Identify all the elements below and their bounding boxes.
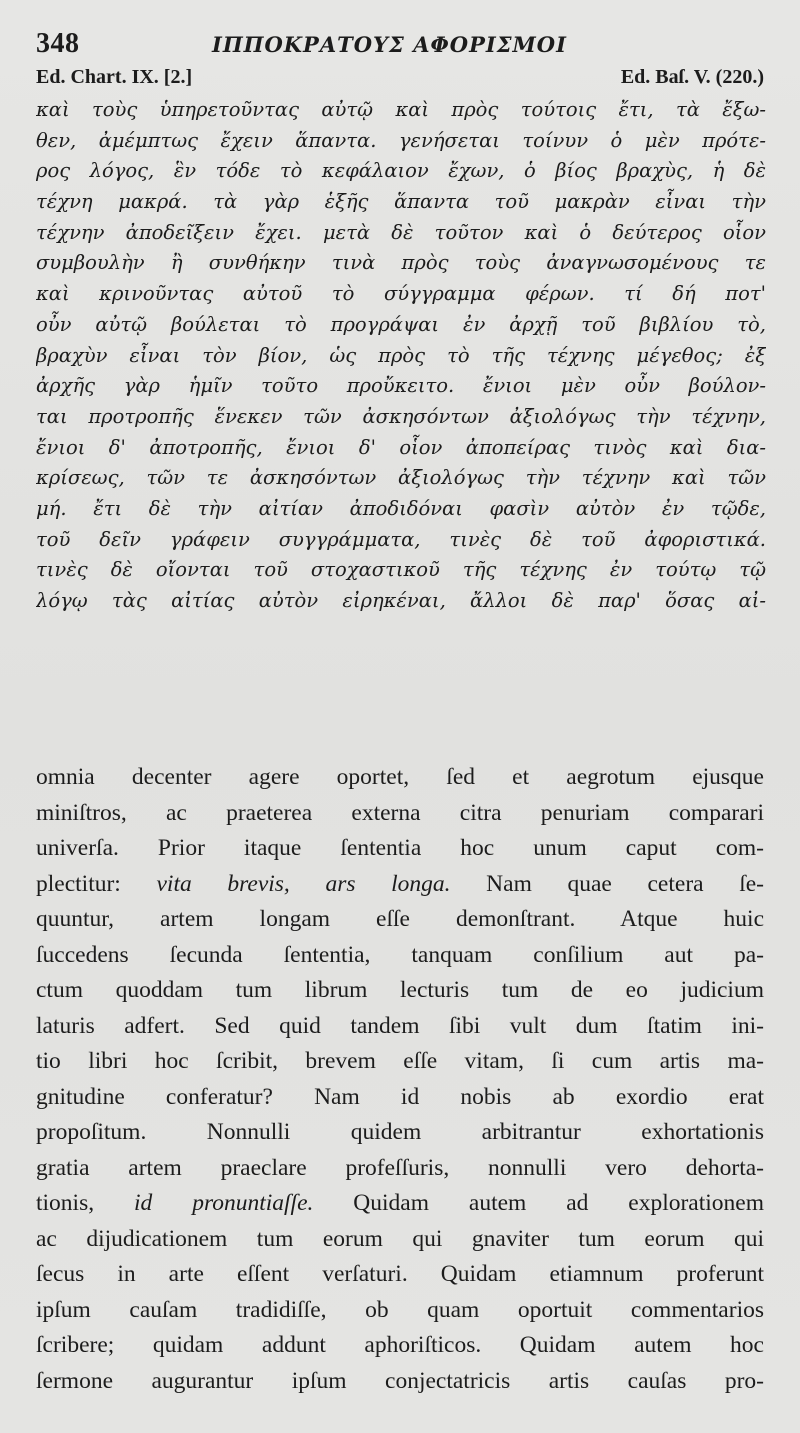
latin-text: propoſitum. Nonnulli quidem arbitrantur exhortationis	[36, 1119, 764, 1145]
latin-line	[36, 1186, 764, 1222]
edition-reference	[36, 66, 764, 92]
latin-line	[36, 867, 764, 903]
latin-text: ſcribere; quidam addunt aphoriſticos. Quidam autem hoc	[36, 1332, 764, 1358]
greek-line: ἀρχῆς γὰρ ἡμῖν τοῦτο προὔκειτο. ἔνιοι μὲν οὖν βούλον-	[36, 374, 766, 398]
latin-text: gratia artem praeclare profeſſuris, nonnulli vero dehorta-	[36, 1154, 764, 1181]
latin-text: ſecus in arte eſſent verſaturi. Quidam etiamnum proferunt	[36, 1261, 764, 1287]
greek-line: κρίσεως, τῶν τε ἀσκησόντων ἀξιολόγως τὴν τέχνην καὶ τῶν	[36, 466, 766, 490]
edition-basel: Ed. Baſ. V. (220.)	[620, 66, 764, 88]
page-header	[36, 26, 776, 66]
latin-italic: vita brevis, ars longa.	[156, 870, 451, 897]
greek-line: τινὲς δὲ οἴονται τοῦ στοχαστικοῦ τῆς τέχνης ἐν τούτῳ τῷ	[36, 558, 766, 582]
latin-line	[36, 1257, 764, 1293]
greek-line: ἔνιοι δ' ἀποτροπῆς, ἔνιοι δ' οἷον ἀποπείρας τινὸς καὶ δια-	[36, 435, 766, 459]
latin-line	[36, 831, 764, 867]
page-number: 348	[36, 28, 80, 59]
latin-text: omnia decenter agere oportet, ſed et aegrotum ejusque	[36, 764, 764, 790]
greek-line: καὶ κρινοῦντας αὐτοῦ τὸ σύγγραμμα φέρων. τί δή ποτ'	[36, 282, 766, 306]
greek-line: τέχνην ἀποδεῖξειν ἔχει. μετὰ δὲ τοῦτον καὶ ὁ δεύτερος οἷον	[36, 220, 766, 244]
greek-line: λόγῳ τὰς αἰτίας αὐτὸν εἰρηκέναι, ἄλλοι δὲ παρ' ὅσας αἰ-	[36, 589, 766, 612]
latin-text: Nam quae cetera ſe-	[450, 870, 764, 897]
latin-line	[36, 760, 764, 796]
greek-line: καὶ τοὺς ὑπηρετοῦντας αὐτῷ καὶ πρὸς τούτοις ἔτι, τὰ ἔξω-	[36, 98, 766, 121]
latin-text: univerſa. Prior itaque ſententia hoc unum caput com-	[36, 835, 764, 861]
latin-line	[36, 1115, 764, 1151]
latin-text: ſuccedens ſecunda ſententia, tanquam conſilium aut pa-	[36, 941, 764, 968]
latin-line	[36, 1293, 764, 1329]
latin-text: ctum quoddam tum librum lecturis tum de eo judicium	[36, 977, 764, 1003]
latin-line	[36, 1364, 764, 1400]
latin-line	[36, 1222, 764, 1258]
greek-line: τέχνη μακρά. τὰ γὰρ ἑξῆς ἅπαντα τοῦ μακρὰν εἶναι τὴν	[36, 190, 766, 214]
latin-line	[36, 973, 764, 1009]
greek-line: ται προτροπῆς ἕνεκεν τῶν ἀσκησόντων ἀξιολόγως τὴν τέχνην,	[36, 404, 766, 428]
latin-text: quuntur, artem longam eſſe demonſtrant. Atque huic	[36, 906, 764, 932]
latin-text: laturis adfert. Sed quid tandem ſibi vult dum ſtatim ini-	[36, 1012, 764, 1039]
latin-line	[36, 1151, 764, 1187]
running-title: ΙΠΠΟΚΡΑΤΟΥΣ ΑΦΟΡΙΣΜΟΙ	[212, 32, 567, 57]
latin-text: tionis,	[36, 1190, 135, 1216]
latin-text: plectitur:	[36, 870, 157, 897]
latin-text: miniſtros, ac praeterea externa citra penuriam comparari	[36, 799, 764, 826]
latin-text-block	[36, 760, 764, 1399]
latin-line	[36, 902, 764, 938]
greek-line: οὖν αὐτῷ βούλεται τὸ προγράψαι ἐν ἀρχῇ τοῦ βιβλίου τὸ,	[36, 312, 766, 336]
greek-line: βραχὺν εἶναι τὸν βίον, ὡς πρὸς τὸ τῆς τέχνης μέγεθος; ἐξ	[36, 343, 766, 367]
latin-text: ipſum cauſam tradidiſſe, ob quam oportuit commentarios	[36, 1296, 764, 1323]
greek-line: θεν, ἀμέμπτως ἔχειν ἅπαντα. γενήσεται τοίνυν ὁ μὲν πρότε-	[36, 128, 766, 152]
latin-line	[36, 938, 764, 974]
latin-line	[36, 796, 764, 832]
latin-text: tio libri hoc ſcribit, brevem eſſe vitam, ſi cum artis ma-	[36, 1048, 764, 1074]
greek-line: τοῦ δεῖν γράφειν συγγράμματα, τινὲς δὲ τοῦ ἀφοριστικά.	[36, 527, 766, 551]
greek-line: μή. ἔτι δὲ τὴν αἰτίαν ἀποδιδόναι φασὶν αὐτὸν ἐν τῷδε,	[36, 496, 766, 520]
latin-text: gnitudine conferatur? Nam id nobis ab exordio erat	[36, 1083, 764, 1110]
latin-text: ſermone augurantur ipſum conjectatricis artis cauſas pro-	[36, 1367, 764, 1394]
greek-line: συμβουλὴν ἢ συνθήκην τινὰ πρὸς τοὺς ἀναγνωσομένους τε	[36, 251, 766, 275]
latin-italic: id pronuntiaſſe.	[134, 1190, 314, 1216]
greek-line: ρος λόγος, ἓν τόδε τὸ κεφάλαιον ἔχων, ὁ βίος βραχὺς, ἡ δὲ	[36, 159, 766, 183]
latin-line	[36, 1080, 764, 1116]
latin-line	[36, 1328, 764, 1364]
greek-text-block	[36, 95, 766, 617]
latin-line	[36, 1044, 764, 1080]
edition-chartier: Ed. Chart. IX. [2.]	[36, 66, 193, 88]
latin-line	[36, 1009, 764, 1045]
latin-text: ac dijudicationem tum eorum qui gnaviter tum eorum qui	[36, 1225, 764, 1252]
latin-text: Quidam autem ad explorationem	[313, 1190, 764, 1216]
